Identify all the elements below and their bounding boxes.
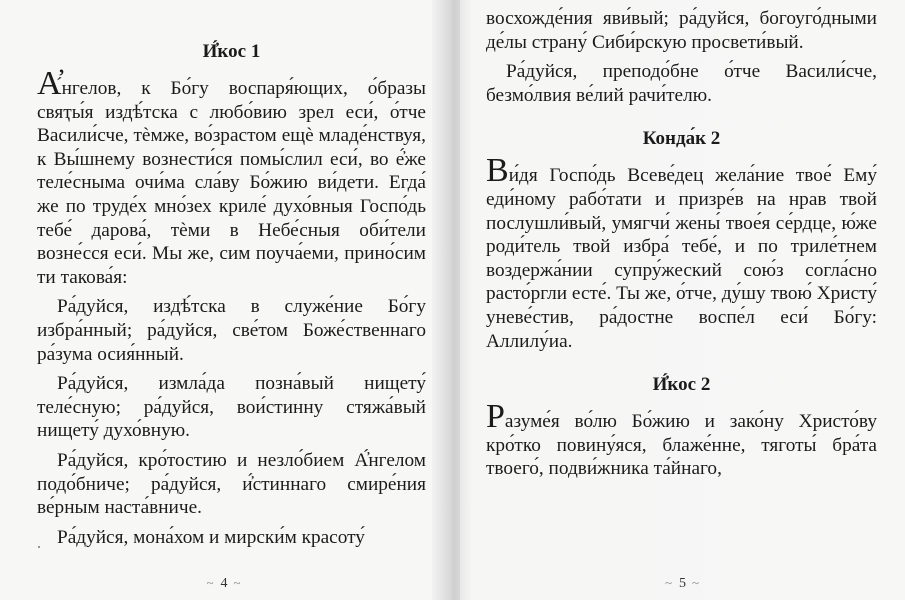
paragraph-rejoice-4: Ра́дуйся, мона́хом и мирски́м красоту́ — [57, 526, 365, 548]
paragraph-rejoice-3: Ра́дуйся, кро́тостию и незло́бием А҆́нгелом подо́бниче; ра́дуйся, и҆́стиннаго смире́ния ве́рным наста́вниче. — [37, 449, 426, 519]
flourish-left-icon: ~ — [664, 575, 673, 590]
flourish-right-icon: ~ — [233, 575, 242, 590]
paragraph-rejoice-1: Ра́дуйся, издѣ́тска в служе́ние Бо́гу избра́нный; ра́дуйся, све́том Боже́ственнаго ра́зума осия́нный. — [37, 296, 426, 365]
page-number: 4 — [220, 576, 228, 591]
drop-cap: Р — [486, 398, 505, 436]
paragraph-rejoice-2: Ра́дуйся, измла́да позна́вый нищету́ теле́сную; ра́дуйся, вои́стинну стяжа́вый нищету́ духо́вную. — [37, 373, 426, 442]
paragraph-ikos-2-text: азуме́я во́лю Бо́жию и зако́ну Христо́ву кро́тко повину́яся, блаже́нне, тяготы́ бра́та твоего́, подви́жника та́йнаго, — [486, 411, 877, 480]
heading-ikos-1: И҆́кос 1 — [202, 41, 261, 62]
paragraph-intro — [37, 65, 426, 289]
right-page — [460, 0, 905, 600]
page-number-left — [0, 575, 448, 592]
drop-cap: В — [486, 152, 509, 190]
paragraph-intro-text: ́нгелов, к Бо́гу воспаря́ющих, о́бразы свяҭы́я издѣ́тска с любо́вию зрел еси́, о́тче Васили́сче, тѐмже, во́зрастом ещѐ младе́нствуя, к Вы́шнему вознести́ся помы́слил еси́, во е҆́же теле́сныма очи́ма сла́ву Бо́жию ви́дети. Егда́ же по труде́х мно́зех криле́ духо́вныя Госпо́дь тебе́ дарова́, тѐми в Небе́сныя оби́тели возне́сся еси́. Мы же, сим поуча́еми, прино́сим ти такова́я: — [37, 78, 426, 288]
page-number: 5 — [679, 576, 686, 591]
flourish-left-icon: ~ — [206, 575, 215, 590]
paragraph-rejoice-final: Ра́дуйся, преподо́бне о́тче Васили́сче, безмо́лвия ве́лий рачи́телю. — [486, 61, 877, 106]
paper-speck — [38, 546, 40, 548]
paragraph-kondak-2-text: и́дя Госпо́дь Всеве́дец жела́ние твое́ Ему́ еди́ному рабо́тати и призре́в на нрав твой послушли́вый, умягчи́ жены́ твое́я се́рдце, ю́же роди́тель твой избра́ тебе́, и по триле́тнем воздержа́нии супру́жеский сою́з согла́сно расто́ргли есте́. Ты же, о́тче, ду́шу твою́ Христу́ уневе́стив, ра́достне воспе́л еси́ Бо́гу: Аллилу́иа. — [486, 165, 877, 352]
page-number-right — [460, 575, 905, 592]
left-page — [0, 0, 448, 600]
drop-cap: А҆ — [37, 65, 62, 102]
flourish-right-icon: ~ — [692, 575, 701, 590]
paragraph-ikos-2 — [486, 398, 877, 481]
paragraph-kondak-2 — [486, 152, 877, 353]
heading-kondak-2: Конда́к 2 — [642, 128, 721, 150]
paragraph-continued: восхожде́ния яви́вый; ра́дуйся, богоуго́дными де́лы страну́ Сиби́рскую просвети́вый. — [486, 8, 877, 53]
heading-ikos-2: И҆́кос 2 — [652, 374, 711, 396]
